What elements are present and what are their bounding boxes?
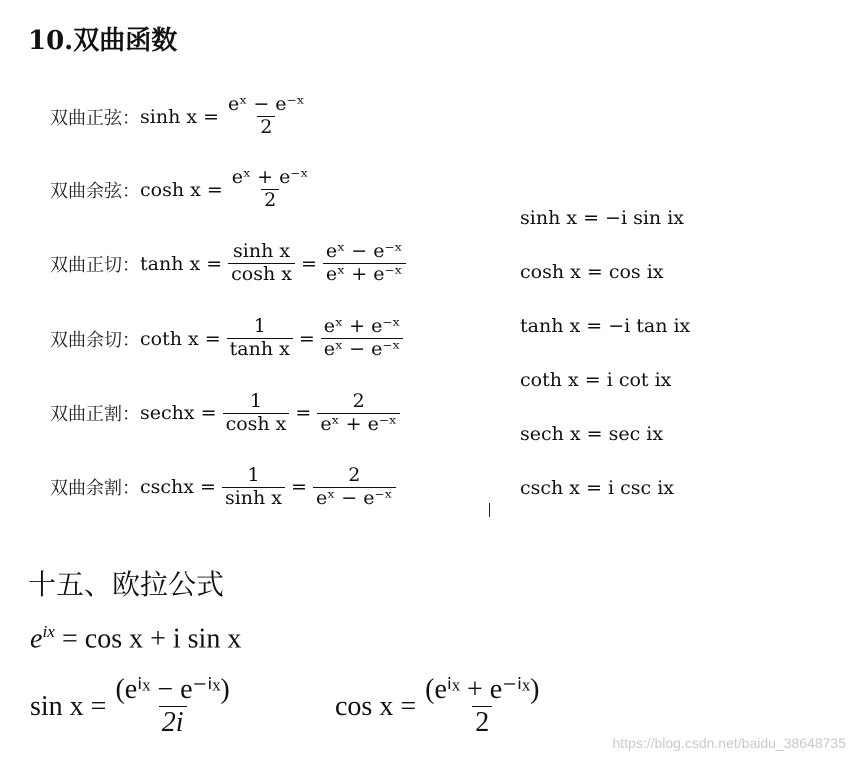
definition-label: 双曲余割： (50, 478, 140, 499)
section-title-hyperbolic: 10.双曲函数 (28, 26, 178, 56)
identity-item: cosh x = cos ix (520, 261, 664, 283)
fraction-numerator: 2 (348, 463, 361, 486)
fraction-denominator: 2i (159, 706, 187, 739)
euler-formula (30, 622, 241, 655)
sin-formula (30, 674, 233, 739)
definition-label: 双曲正弦： (50, 107, 140, 129)
fraction-numerator: eˣ − e⁻ˣ (228, 93, 305, 116)
identity-item: csch x = i csc ix (520, 477, 675, 499)
definition-row (50, 450, 406, 524)
cos-lhs: cos x = (335, 690, 417, 722)
identity-item: tanh x = −i tan ix (520, 315, 691, 337)
definition-label: 双曲余弦： (50, 180, 140, 202)
text-cursor (489, 503, 490, 517)
equals-sign: = (298, 327, 315, 350)
euler-rhs: = cos x + i sin x (54, 623, 242, 655)
definition-row (50, 226, 406, 301)
equals-sign: = (300, 252, 317, 275)
identities-list (520, 207, 690, 531)
fraction-denominator: sinh x (222, 487, 285, 510)
fraction-denominator: 2 (261, 189, 279, 212)
definition-fraction (225, 94, 308, 139)
definition-lhs: sinh x = (140, 105, 220, 128)
fraction-denominator: tanh x (227, 338, 293, 361)
fraction-denominator: eˣ + e⁻ˣ (323, 263, 406, 286)
definition-fraction (227, 316, 293, 361)
euler-base: e (30, 623, 43, 655)
fraction-numerator: eˣ + e⁻ˣ (231, 166, 309, 189)
definition-lhs: cosh x = (140, 178, 223, 201)
fraction-numerator: 1 (253, 315, 266, 338)
fraction-numerator: (eⁱˣ − e⁻ⁱˣ) (115, 674, 230, 705)
fraction-denominator: eˣ − e⁻ˣ (313, 487, 396, 510)
identity-item: coth x = i cot ix (520, 369, 672, 391)
definition-label: 双曲正切： (50, 254, 140, 276)
definition-fraction (222, 465, 285, 510)
fraction-numerator: eˣ + e⁻ˣ (323, 315, 401, 338)
cos-fraction (422, 674, 542, 739)
definitions-list (50, 80, 406, 524)
definition-fraction-exp (313, 465, 396, 510)
definition-fraction (223, 391, 290, 436)
definition-lhs: sechx = (140, 402, 217, 424)
definition-row (50, 376, 406, 450)
definition-label: 双曲正割： (50, 404, 140, 425)
sin-fraction (112, 674, 232, 739)
identity-item: sech x = sec ix (520, 423, 664, 445)
definition-fraction-exp (321, 316, 404, 361)
definition-lhs: cschx = (140, 476, 216, 498)
definition-fraction (228, 241, 295, 286)
definition-lhs: tanh x = (140, 252, 223, 275)
definition-row (50, 80, 406, 153)
fraction-denominator: 2 (472, 706, 492, 739)
equals-sign: = (295, 402, 312, 424)
fraction-numerator: eˣ − e⁻ˣ (325, 240, 403, 263)
watermark-text: https://blog.csdn.net/baidu_38648735 (612, 735, 846, 751)
sin-lhs: sin x = (30, 690, 107, 722)
definition-fraction-exp (323, 241, 406, 286)
fraction-denominator: eˣ − e⁻ˣ (321, 338, 404, 361)
cos-formula (335, 674, 542, 739)
fraction-denominator: eˣ + e⁻ˣ (317, 413, 400, 436)
fraction-numerator: (eⁱˣ + e⁻ⁱˣ) (425, 674, 540, 705)
definition-fraction-exp (317, 391, 400, 436)
identity-item: sinh x = −i sin ix (520, 207, 684, 229)
equals-sign: = (291, 476, 307, 498)
fraction-denominator: cosh x (223, 413, 290, 436)
definition-row (50, 153, 406, 226)
fraction-numerator: 1 (247, 463, 260, 486)
definition-fraction (229, 167, 312, 212)
definition-label: 双曲余切： (50, 329, 140, 351)
euler-exponent: ix (42, 622, 55, 641)
fraction-denominator: 2 (257, 116, 275, 139)
section-title-euler: 十五、欧拉公式 (28, 568, 225, 601)
definition-row (50, 301, 406, 376)
fraction-denominator: cosh x (228, 263, 295, 286)
fraction-numerator: 1 (249, 389, 263, 412)
definition-lhs: coth x = (140, 327, 221, 350)
fraction-numerator: 2 (352, 389, 365, 412)
fraction-numerator: sinh x (233, 240, 291, 263)
